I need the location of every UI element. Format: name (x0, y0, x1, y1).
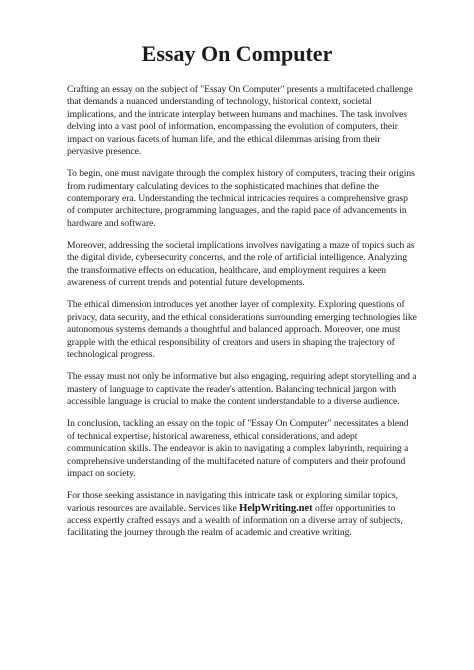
paragraph-3: Moreover, addressing the societal implications involves navigating a maze of topics such as the digital divide, cybersecurity concerns, and the role of artificial intelligence. Analyzing the transformative effects on education, healthcare, and employment requires a keen awareness of current trends and potential future developments. (67, 240, 415, 289)
paragraph-2: To begin, one must navigate through the complex history of computers, tracing their origins from rudimentary calculating devices to the sophisticated machines that define the contemporary era. Understanding the technical intricacies requires a comprehensive grasp of computer architecture, programming languages, and the rapid pace of advancements in hardware and software. (67, 168, 415, 229)
essay-body (67, 84, 417, 550)
paragraph-6: In conclusion, tackling an essay on the topic of "Essay On Computer" necessitates a blend of technical expertise, historical awareness, ethical considerations, and adept communication skills. The endeavor is akin to navigating a complex labyrinth, requiring a comprehensive understanding of the multifaceted nature of computers and their profound impact on society. (67, 418, 409, 479)
paragraph-7-intro: For those seeking assistance in navigating this intricate task or exploring similar topics, various resources are available. Services like (67, 490, 398, 514)
paragraph-7 (67, 490, 417, 540)
paragraph-1: Crafting an essay on the subject of "Essay On Computer" presents a multifaceted challenge that demands a nuanced understanding of technology, historical context, societal implications, and the intricate interplay between humans and machines. The task involves delving into a vast pool of information, encompassing the evolution of computers, their impact on various facets of human life, and the ethical dilemmas arising from their pervasive presence. (67, 84, 413, 158)
paragraph-5: The essay must not only be informative but also engaging, requiring adept storytelling and a mastery of language to captivate the reader's attention. Balancing technical jargon with accessible language is crucial to make the content understandable to a diverse audience. (67, 371, 417, 408)
paragraph-7-rest: offer opportunities to access expertly crafted essays and a wealth of information on a diverse array of subjects, facilitating the journey through the realm of academic and creative writing. (67, 502, 403, 539)
page-title: Essay On Computer (141, 41, 333, 66)
paragraph-4: The ethical dimension introduces yet another layer of complexity. Exploring questions of privacy, data security, and the ethical considerations surrounding emerging technologies like autonomous systems demands a thoughtful and balanced approach. Moreover, one must grapple with the ethical responsibility of creators and users in shaping the trajectory of technological progress. (67, 299, 417, 361)
service-name: HelpWriting.net (239, 502, 313, 514)
